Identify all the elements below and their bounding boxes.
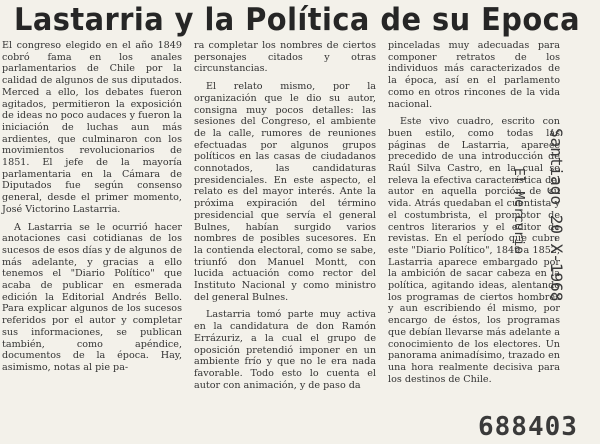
article-paragraph: pinceladas muy adecuadas para componer retratos de los individuos más caracterizados de la época, así en el parlamento como en otros rincones de la vida nacional. [388,40,560,110]
article-paragraph: A Lastarria se le ocurrió hacer anotaciones casi cotidianas de los sucesos de esos días y de algunos de más adelante, y gracias a ello tenemos el "Diario Político" que acaba de publicar en esmerada edición la Editorial Andrés Bello. Para explicar algunos de los sucesos referidos por el autor y completar sus informaciones, se publican también, como apéndice, documentos de la época. Hay, asimismo, notas al pie pa- [2,221,182,373]
handwritten-archive-code: 688403 [478,412,578,442]
handwritten-date: Santiago 20-X-1968 [547,128,566,302]
article-paragraph: Este vivo cuadro, escrito con buen estilo, como todas las páginas de Lastarria, aparece precedido de una introducción de Raúl Silva Castro, en la cual se releva la efectiva característica del autor en aquella porción de su vida. Atrás quedaban el cuentista y el costumbrista, el promotor de centros literarios y el editor de revistas. En el período que cubre este "Diario Político", 1849 a 1852, Lastarria aparece embargado por la ambición de sacar cabeza en la política, agitando ideas, alentando los programas de ciertos hombres y aun escribiendo él mismo, por encargo de éstos, los programas que debían llevarse más adelante a conocimiento de los electores. Un panorama animadísimo, trazado en una hora realmente decisiva para los destinos de Chile. [388,116,560,385]
article-paragraph: El congreso elegido en el año 1849 cobró fama en los anales parlamentarios de Chile por la calidad de algunos de sus diputados. Merced a ello, los debates fueron agitados, permitieron la exposición de ideas no poco audaces y fueron la iniciación de luchas aun más ardientes, que culminaron con los movimientos revolucionarios de 1851. El jefe de la mayoría parlamentaria en la Cámara de Diputados fue según consenso general, desde el primer momento, José Victorino Lastarria. [2,40,182,215]
handwritten-newspaper-name: El Mercurio [511,168,526,255]
article-column-1 [2,40,182,380]
article-paragraph: ra completar los nombres de ciertos personajes citados y otras circunstancias. [194,40,376,75]
article-headline: Lastarria y la Política de su Epoca [14,2,581,38]
article-column-3 [388,40,560,391]
article-column-2 [194,40,376,397]
article-paragraph: El relato mismo, por la organización que le dio su autor, consigna muy pocos detalles: las sesiones del Congreso, el ambiente de la calle, rumores de reuniones efectuadas por algunos grupos políticos en las casas de ciudadanos connotados, las candidaturas presidenciales. En este aspecto, el relato es del mayor interés. Ante la próxima expiración del término presidencial que servía el general Bulnes, habían surgido varios nombres de posibles sucesores. En la contienda electoral, como se sabe, triunfó don Manuel Montt, con lucida actuación como rector del Instituto Nacional y como ministro del general Bulnes. [194,81,376,303]
article-paragraph: Lastarria tomó parte muy activa en la candidatura de don Ramón Errázuriz, a la cual el grupo de oposición pretendió imponer en un ambiente frío y que no le era nada favorable. Todo esto lo cuenta el autor con animación, y de paso da [194,309,376,391]
